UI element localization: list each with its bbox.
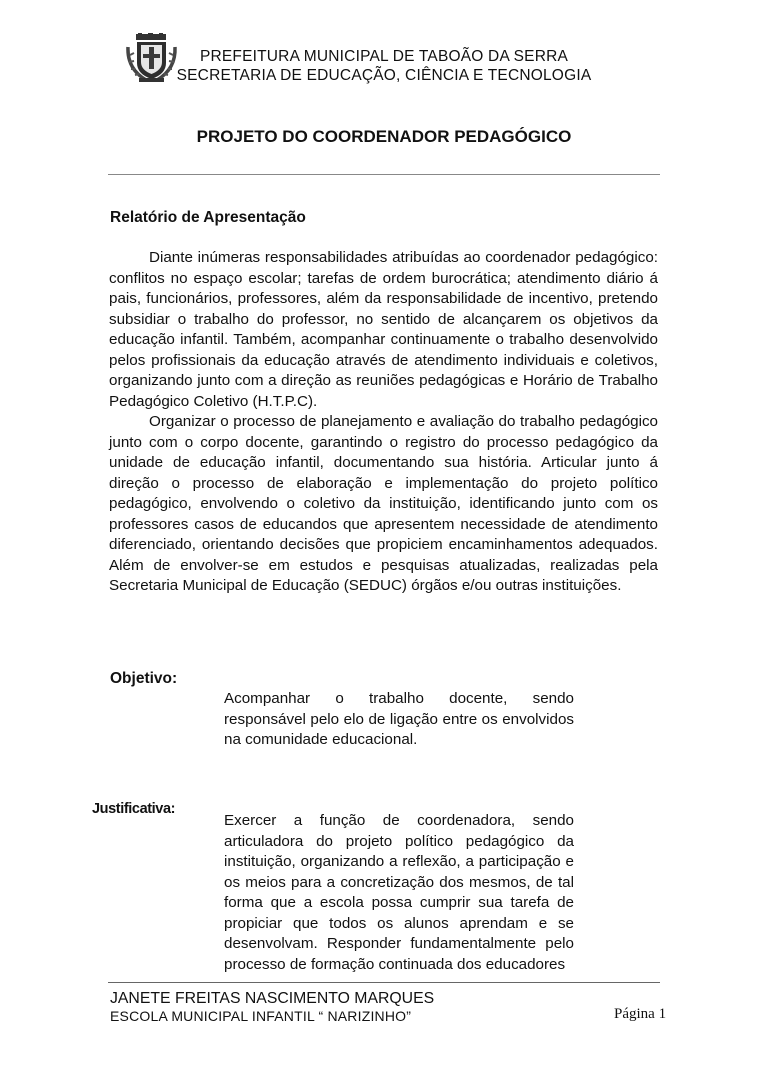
objetivo-text: Acompanhar o trabalho docente, sendo responsável pelo elo de ligação entre os envolvidos na comunidade educacional. (224, 690, 574, 748)
footer-school: ESCOLA MUNICIPAL INFANTIL “ NARIZINHO” (110, 1008, 412, 1024)
page-number: Página 1 (614, 1006, 667, 1022)
relatorio-paragraph-2: Organizar o processo de planejamento e avaliação do trabalho pedagógico junto com o corpo docente, garantindo o registro do processo pedagógico da unidade de educação infantil, documentando sua história. Articular junto á direção o processo de elaboração e implementação do projeto político pedagógico, envolvendo o coletivo da instituição, identificando junto com os professores casos de educandos que apresentem necessidade de atendimento diferenciado, orientando decisões que propiciem encaminhamentos adequados. Além de envolver-se em estudos e pesquisas atualizadas, realizadas pela Secretaria Municipal de Educação (SEDUC) órgãos e/ou outras instituições. (109, 413, 658, 594)
document-title: PROJETO DO COORDENADOR PEDAGÓGICO (196, 127, 572, 146)
title-divider (108, 174, 660, 175)
footer-author: JANETE FREITAS NASCIMENTO MARQUES (110, 990, 435, 1007)
header-line-1: PREFEITURA MUNICIPAL DE TABOÃO DA SERRA (199, 48, 569, 65)
objetivo-heading: Objetivo: (110, 670, 178, 687)
header-line-2: SECRETARIA DE EDUCAÇÃO, CIÊNCIA E TECNOLOGIA (176, 67, 592, 84)
relatorio-heading: Relatório de Apresentação (110, 209, 306, 226)
justificativa-heading: Justificativa: (92, 801, 176, 817)
relatorio-paragraph-1: Diante inúmeras responsabilidades atribuídas ao coordenador pedagógico: conflitos no espaço escolar; tarefas de ordem burocrática; atendimento diário á pais, funcionários, professores, além da responsabilidade de incentivo, pretendo subsidiar o trabalho do professor, no sentido de alcançarem os objetivos da educação infantil. Também, acompanhar continuamente o trabalho desenvolvido pelos profissionais da educação através de atendimento individuais e coletivos, organizando junto com a direção as reuniões pedagógicas e Horário de Trabalho Pedagógico Coletivo (H.T.P.C). (109, 249, 658, 410)
justificativa-text: Exercer a função de coordenadora, sendo articuladora do projeto político pedagógico da instituição, organizando a reflexão, a participação e os meios para a concretização dos mesmos, de tal forma que a escola possa cumprir sua tarefa de propiciar que todos os alunos aprendam e se desenvolvam. Responder fundamentalmente pelo processo de formação continuada dos educadores (224, 812, 574, 973)
footer-divider (108, 982, 660, 983)
relatorio-body (109, 248, 658, 597)
